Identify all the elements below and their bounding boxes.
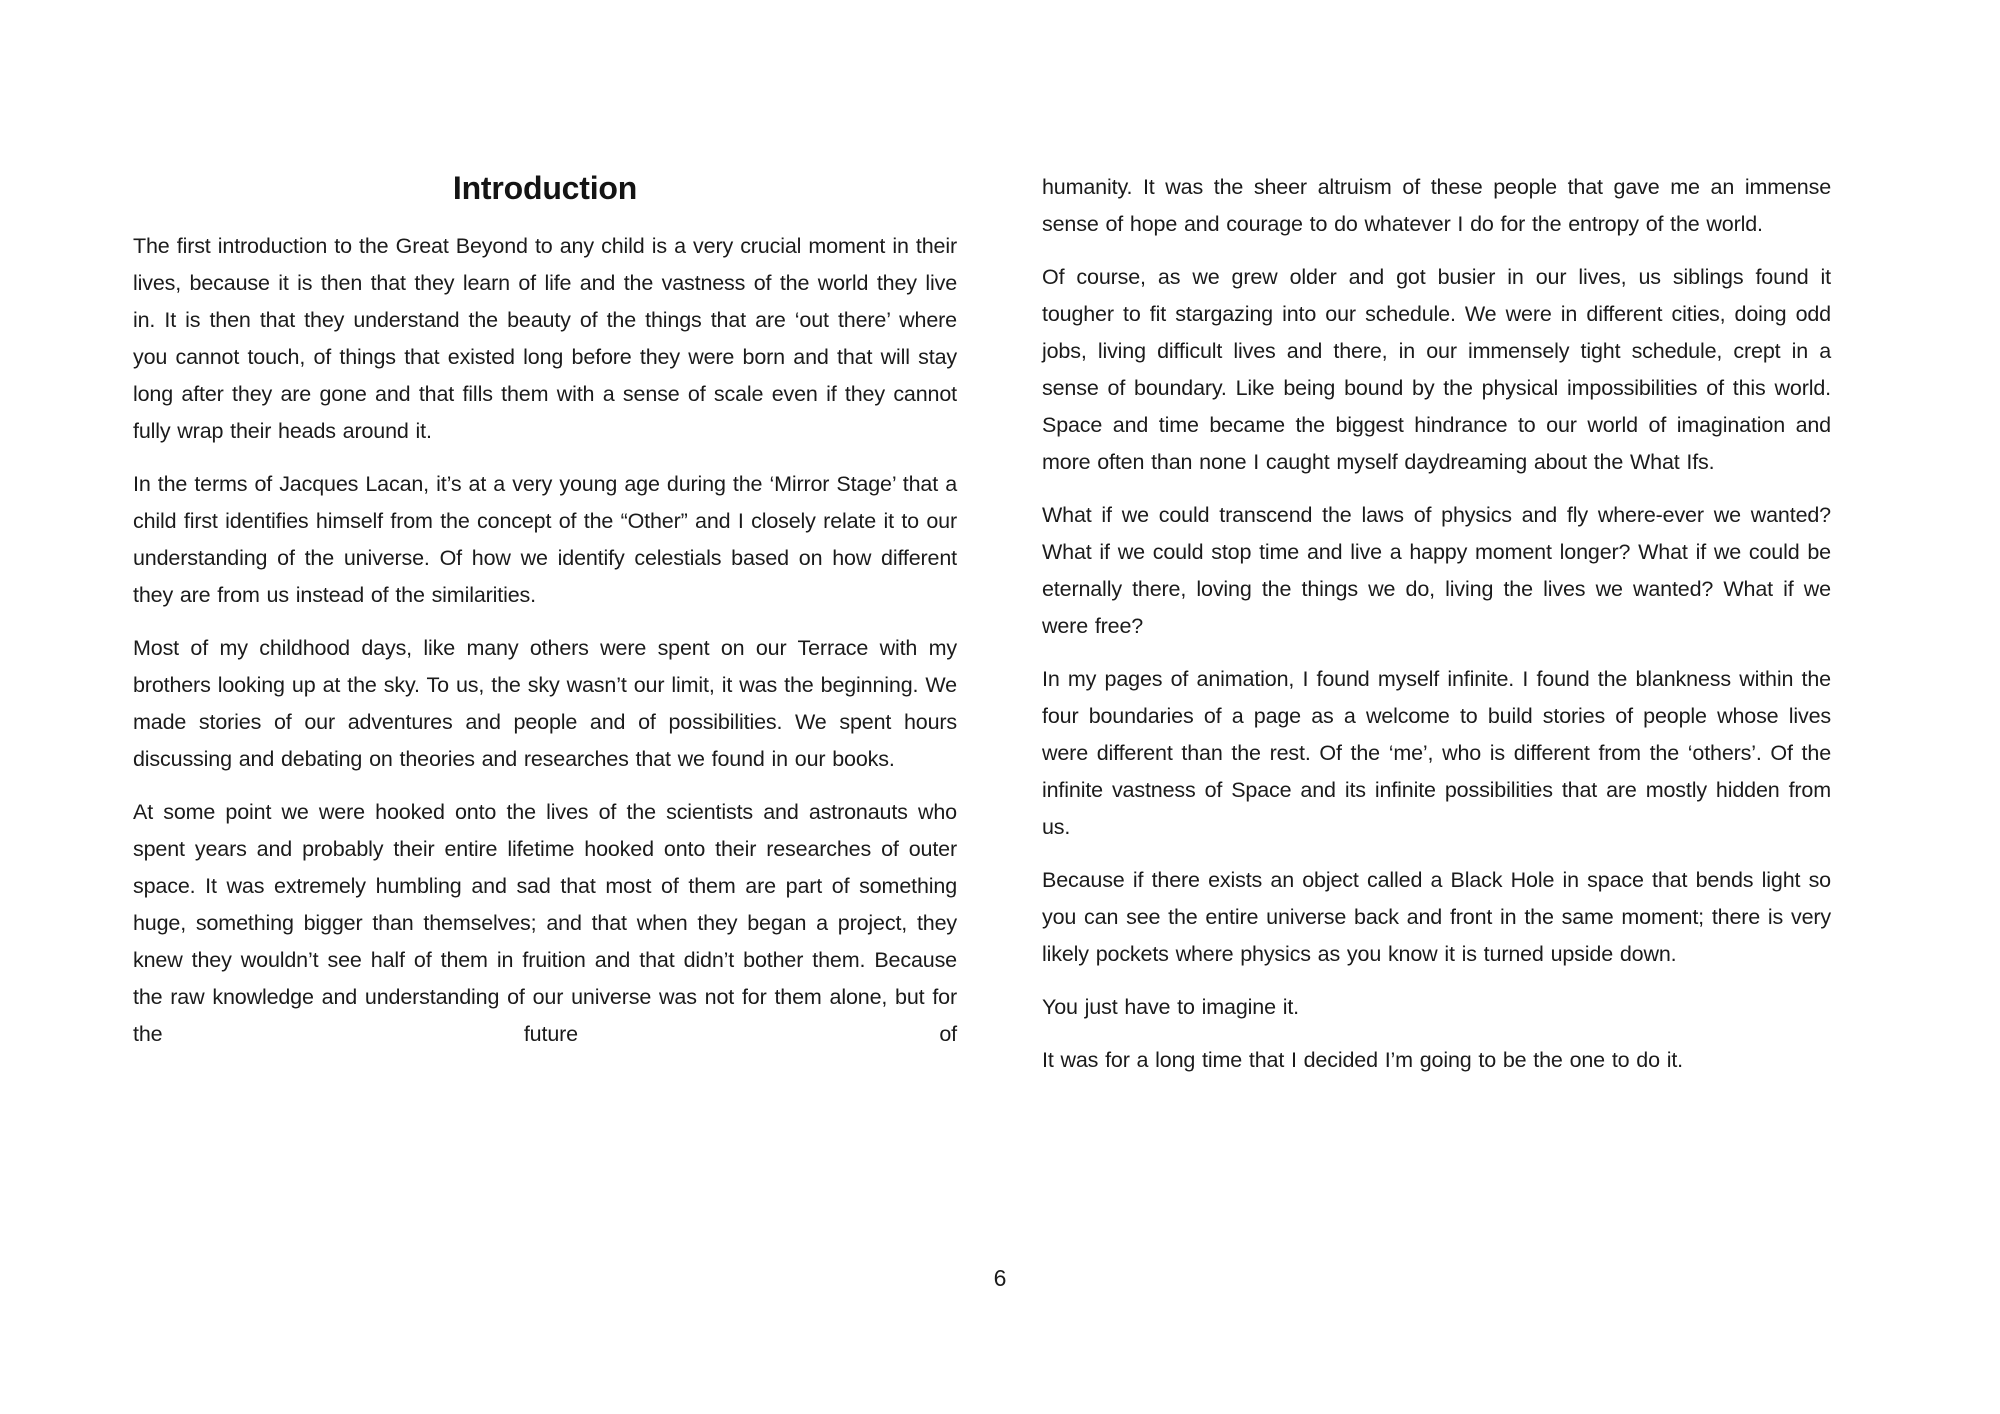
paragraph: At some point we were hooked onto the lives of the scientists and astronauts who spent years and probably their entire lifetime hooked onto their researches of outer space. It was extremely humbling and sad that most of them are part of something huge, something bigger than themselves; and that when they began a project, they knew they wouldn’t see half of them in fruition and that didn’t bother them. Because the raw knowledge and understanding of our universe was not for them alone, but for the future of: [133, 800, 957, 1046]
paragraph: In the terms of Jacques Lacan, it’s at a very young age during the ‘Mirror Stage’ that a child first identifies himself from the concept of the “Other” and I closely relate it to our understanding of the universe. Of how we identify celestials based on how different they are from us instead of the similarities.: [133, 472, 957, 607]
paragraph: Of course, as we grew older and got busier in our lives, us siblings found it tougher to fit stargazing into our schedule. We were in different cities, doing odd jobs, living difficult lives and there, in our immensely tight schedule, crept in a sense of boundary. Like being bound by the physical impossibilities of this world. Space and time became the biggest hindrance to our world of imagination and more often than none I caught myself daydreaming about the What Ifs.: [1042, 265, 1831, 474]
paragraph: Because if there exists an object called a Black Hole in space that bends light so you can see the entire universe back and front in the same moment; there is very likely pockets where physics as you know it is turned upside down.: [1042, 868, 1831, 966]
paragraph: You just have to imagine it.: [1042, 995, 1299, 1019]
paragraph: The first introduction to the Great Beyond to any child is a very crucial moment in their lives, because it is then that they learn of life and the vastness of the world they live in. It is then that they understand the beauty of the things that are ‘out there’ where you cannot touch, of things that existed long before they were born and that will stay long after they are gone and that fills them with a sense of scale even if they cannot fully wrap their heads around it.: [133, 234, 957, 443]
paragraph: What if we could transcend the laws of physics and fly where-ever we wanted? What if we could stop time and live a happy moment longer? What if we could be eternally there, loving the things we do, living the lives we wanted? What if we were free?: [1042, 503, 1831, 638]
page-number: 6: [993, 1265, 1007, 1291]
left-text-column: [133, 166, 957, 1053]
paragraph: humanity. It was the sheer altruism of these people that gave me an immense sense of hope and courage to do whatever I do for the entropy of the world.: [1042, 175, 1831, 236]
right-text-column: [1042, 169, 1831, 1079]
paragraph: Most of my childhood days, like many others were spent on our Terrace with my brothers looking up at the sky. To us, the sky wasn’t our limit, it was the beginning. We made stories of our adventures and people and of possibilities. We spent hours discussing and debating on theories and researches that we found in our books.: [133, 636, 957, 771]
section-heading: Introduction: [452, 170, 638, 206]
paragraph: In my pages of animation, I found myself infinite. I found the blankness within the four boundaries of a page as a welcome to build stories of people whose lives were different than the rest. Of the ‘me’, who is different from the ‘others’. Of the infinite vastness of Space and its infinite possibilities that are mostly hidden from us.: [1042, 667, 1831, 839]
paragraph: It was for a long time that I decided I’m going to be the one to do it.: [1042, 1048, 1683, 1072]
